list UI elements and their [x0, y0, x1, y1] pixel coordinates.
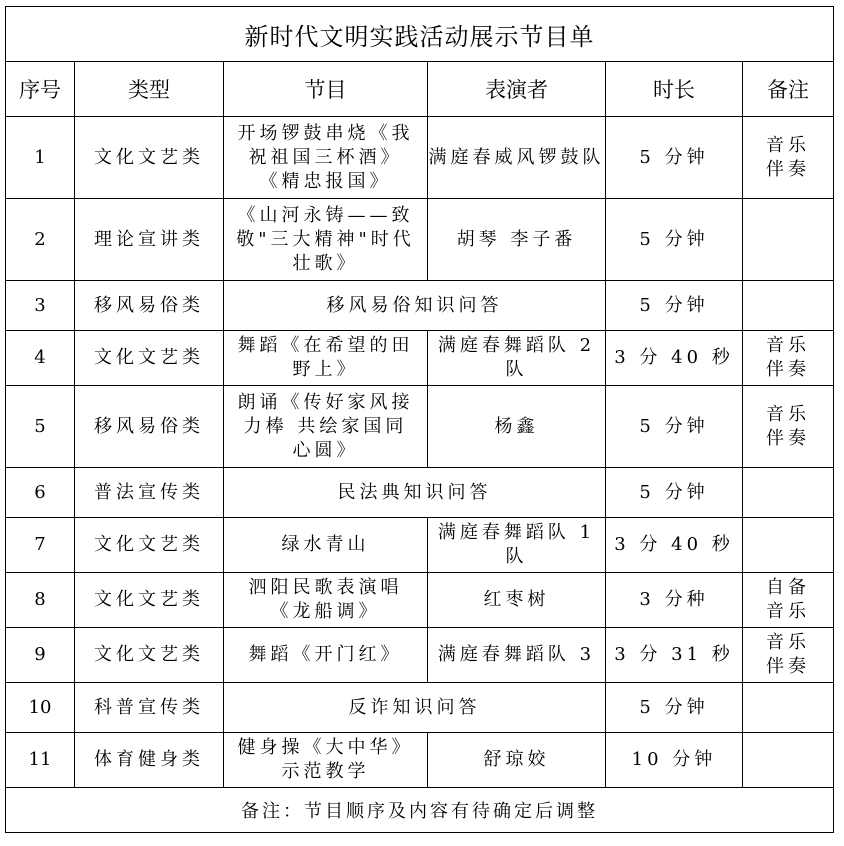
- cell-program: [224, 199, 428, 281]
- table-row: [6, 628, 834, 683]
- table-row: [6, 199, 834, 281]
- cell-note: [743, 281, 834, 331]
- cell-program-text: 健身操《大中华》示范教学: [237, 737, 414, 782]
- cell-performer-text: 胡琴 李子番: [456, 228, 577, 250]
- cell-program: [224, 468, 606, 518]
- table-row: [6, 281, 834, 331]
- cell-type: 科普宣传类: [75, 683, 224, 733]
- cell-program: [224, 683, 606, 733]
- cell-note: [743, 518, 834, 573]
- header-no: 序号: [6, 62, 75, 117]
- cell-duration: 3 分 40 秒: [606, 518, 743, 573]
- cell-performer: [428, 386, 606, 468]
- cell-duration: 3 分 40 秒: [606, 331, 743, 386]
- cell-note-text: 音乐伴奏: [766, 632, 810, 677]
- cell-duration: 5 分钟: [606, 199, 743, 281]
- cell-performer-text: 满庭春舞蹈队 3: [437, 644, 596, 665]
- cell-program: [224, 518, 428, 573]
- cell-type: 移风易俗类: [75, 386, 224, 468]
- cell-no: 3: [6, 281, 75, 331]
- program-table: [5, 6, 834, 833]
- cell-performer-text: 满庭春舞蹈队 1 队: [437, 522, 596, 567]
- cell-duration: 5 分钟: [606, 117, 743, 199]
- cell-type: 文化文艺类: [75, 628, 224, 683]
- cell-type: 文化文艺类: [75, 117, 224, 199]
- cell-no: 6: [6, 468, 75, 518]
- table-row: [6, 733, 834, 788]
- footer-row: [6, 788, 834, 833]
- table-row: [6, 518, 834, 573]
- cell-note-text: 音乐伴奏: [766, 403, 810, 449]
- cell-note: [743, 573, 834, 628]
- cell-program: [224, 281, 606, 331]
- cell-program: [224, 386, 428, 468]
- cell-no: 4: [6, 331, 75, 386]
- cell-note: [743, 628, 834, 683]
- cell-duration: 10 分钟: [606, 733, 743, 788]
- cell-program: [224, 733, 428, 788]
- header-type: 类型: [75, 62, 224, 117]
- cell-program-text: 开场锣鼓串烧《我祝祖国三杯酒》《精忠报国》: [237, 122, 414, 192]
- cell-no: 2: [6, 199, 75, 281]
- header-program: 节目: [224, 62, 428, 117]
- cell-performer-text: 满庭春威风锣鼓队: [428, 146, 605, 168]
- cell-no: 7: [6, 518, 75, 573]
- cell-performer: [428, 117, 606, 199]
- cell-no: 1: [6, 117, 75, 199]
- header-duration: 时长: [606, 62, 743, 117]
- cell-type: 普法宣传类: [75, 468, 224, 518]
- cell-performer: [428, 628, 606, 683]
- cell-program-text: 《山河永铸——致敬"三大精神"时代壮歌》: [236, 204, 415, 274]
- cell-note: [743, 199, 834, 281]
- cell-duration: 5 分钟: [606, 683, 743, 733]
- cell-program-text: 民法典知识问答: [337, 481, 492, 503]
- cell-note: [743, 733, 834, 788]
- cell-no: 9: [6, 628, 75, 683]
- cell-program-text: 移风易俗知识问答: [326, 294, 503, 316]
- cell-performer: [428, 733, 606, 788]
- cell-program: [224, 331, 428, 386]
- cell-program-text: 舞蹈《开门红》: [248, 644, 403, 665]
- cell-program-text: 反诈知识问答: [348, 696, 481, 718]
- cell-duration: 3 分种: [606, 573, 743, 628]
- cell-note: [743, 386, 834, 468]
- cell-note: [743, 331, 834, 386]
- table-row: [6, 573, 834, 628]
- cell-type: 文化文艺类: [75, 518, 224, 573]
- cell-program-text: 朗诵《传好家风接力棒 共绘家国同心圆》: [237, 391, 414, 461]
- cell-performer-text: 满庭春舞蹈队 2 队: [437, 335, 596, 380]
- cell-program: [224, 573, 428, 628]
- cell-performer-text: 红枣树: [483, 589, 550, 610]
- cell-no: 8: [6, 573, 75, 628]
- header-performer: 表演者: [428, 62, 606, 117]
- cell-performer-text: 舒琼姣: [483, 749, 550, 770]
- cell-duration: 5 分钟: [606, 386, 743, 468]
- header-note: 备注: [743, 62, 834, 117]
- table-row: [6, 117, 834, 199]
- table-row: [6, 683, 834, 733]
- cell-no: 5: [6, 386, 75, 468]
- cell-type: 移风易俗类: [75, 281, 224, 331]
- cell-program: [224, 628, 428, 683]
- cell-duration: 5 分钟: [606, 468, 743, 518]
- cell-program: [224, 117, 428, 199]
- cell-program-text: 绿水青山: [281, 534, 370, 555]
- footer-note: 备注：节目顺序及内容有待确定后调整: [6, 788, 834, 833]
- cell-program-text: 舞蹈《在希望的田野上》: [237, 335, 414, 380]
- cell-performer: [428, 573, 606, 628]
- cell-performer: [428, 331, 606, 386]
- cell-duration: 5 分钟: [606, 281, 743, 331]
- cell-performer-text: 杨鑫: [494, 415, 539, 437]
- table-row: [6, 386, 834, 468]
- cell-duration: 3 分 31 秒: [606, 628, 743, 683]
- header-row: [6, 62, 834, 117]
- cell-type: 文化文艺类: [75, 331, 224, 386]
- cell-performer: [428, 518, 606, 573]
- cell-note-text: 音乐伴奏: [766, 335, 810, 380]
- cell-note-text: 音乐伴奏: [766, 134, 810, 180]
- cell-note: [743, 683, 834, 733]
- table-row: [6, 331, 834, 386]
- table-row: [6, 468, 834, 518]
- cell-program-text: 泗阳民歌表演唱《龙船调》: [248, 577, 403, 622]
- cell-note: [743, 117, 834, 199]
- page-title: 新时代文明实践活动展示节目单: [6, 7, 834, 62]
- cell-performer: [428, 199, 606, 281]
- cell-type: 体育健身类: [75, 733, 224, 788]
- cell-no: 10: [6, 683, 75, 733]
- cell-note-text: 自备音乐: [766, 577, 810, 622]
- cell-type: 文化文艺类: [75, 573, 224, 628]
- cell-type: 理论宣讲类: [75, 199, 224, 281]
- cell-note: [743, 468, 834, 518]
- cell-no: 11: [6, 733, 75, 788]
